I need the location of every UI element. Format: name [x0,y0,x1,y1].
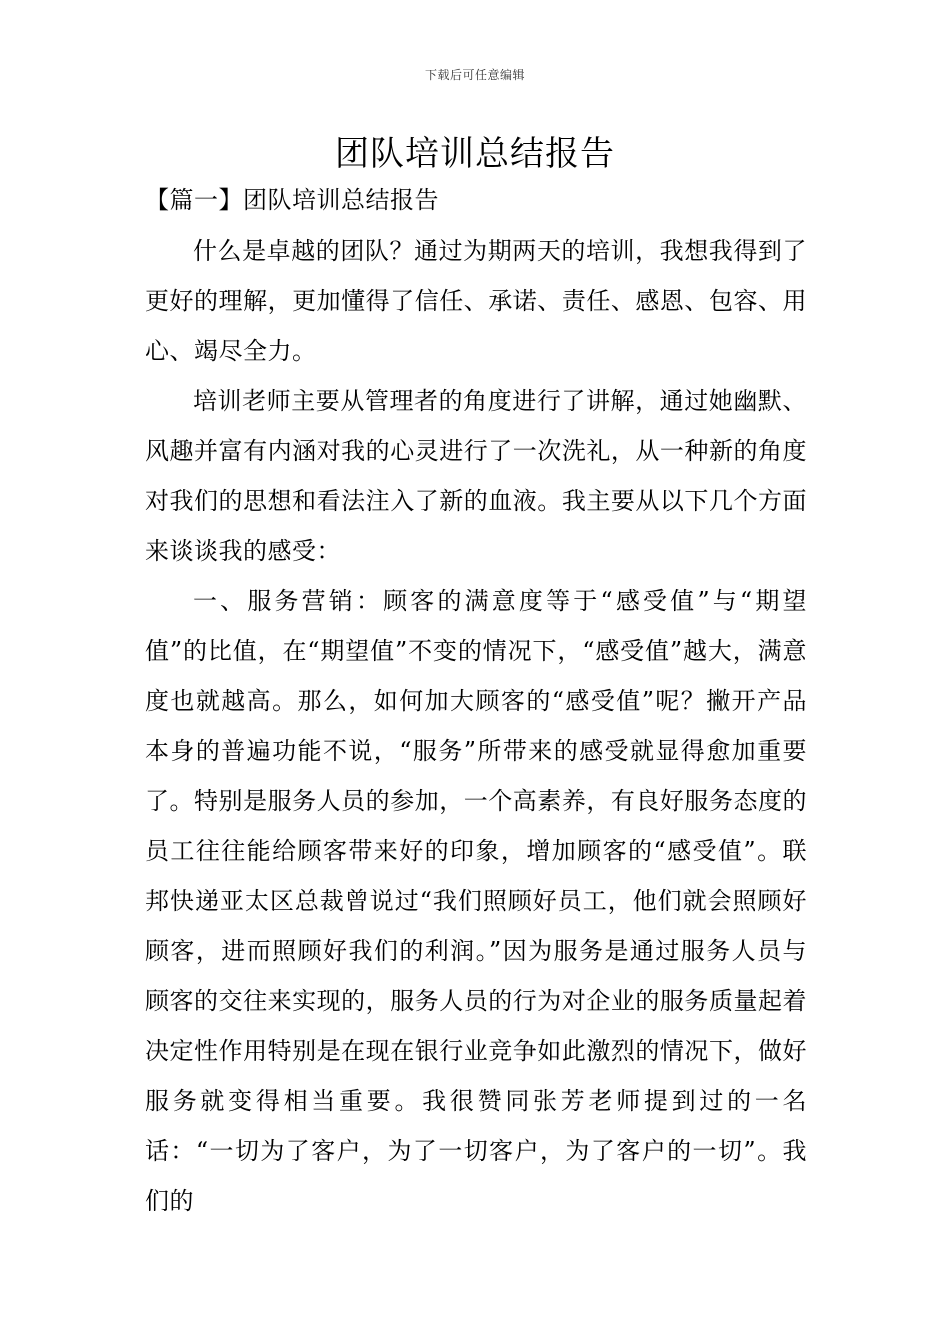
paragraph-3: 一、服务营销：顾客的满意度等于“感受值”与“期望值”的比值，在“期望值”不变的情况下，“感受值”越大，满意度也就越高。那么，如何加大顾客的“感受值”呢？撇开产品本身的普遍功能不说，“服务”所带来的感受就显得愈加重要了。特别是服务人员的参加，一个高素养，有良好服务态度的员工往往能给顾客带来好的印象，增加顾客的“感受值”。联邦快递亚太区总裁曾说过“我们照顾好员工，他们就会照顾好顾客，进而照顾好我们的利润。”因为服务是通过服务人员与顾客的交往来实现的，服务人员的行为对企业的服务质量起着决定性作用特别是在现在银行业竞争如此激烈的情况下，做好服务就变得相当重要。我很赞同张芳老师提到过的一名话：“一切为了客户，为了一切客户，为了客户的一切”。我们的 [145,587,807,1215]
document-body [145,226,807,1246]
section-heading: 【篇一】团队培训总结报告 [145,186,439,214]
paragraph-1: 什么是卓越的团队？通过为期两天的培训，我想我得到了更好的理解，更加懂得了信任、承诺、责任、感恩、包容、用心、竭尽全力。 [145,237,807,365]
header-note: 下载后可任意编辑 [424,68,525,82]
document-title: 团队培训总结报告 [335,134,615,174]
paragraph-2: 培训老师主要从管理者的角度进行了讲解，通过她幽默、风趣并富有内涵对我的心灵进行了一次洗礼，从一种新的角度对我们的思想和看法注入了新的血液。我主要从以下几个方面来谈谈我的感受： [145,387,807,565]
